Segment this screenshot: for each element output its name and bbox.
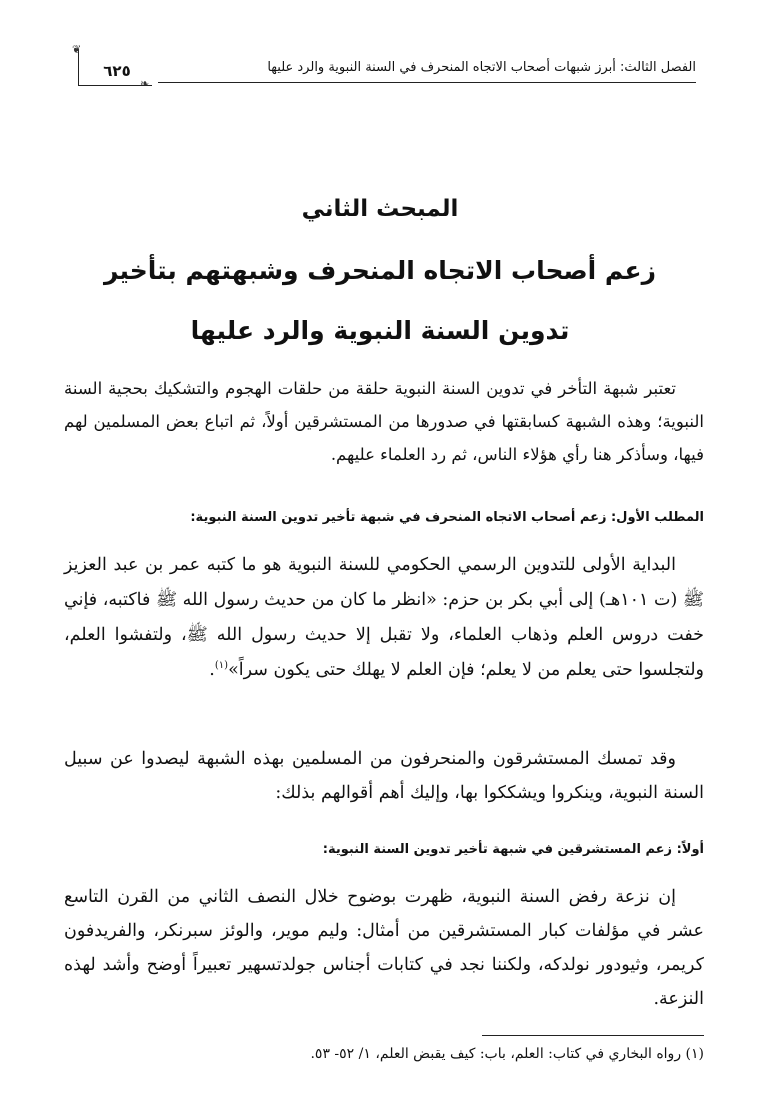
footnote-rule bbox=[482, 1035, 704, 1036]
section-title-line2: تدوين السنة النبوية والرد عليها bbox=[190, 316, 570, 345]
header-rule bbox=[158, 82, 696, 83]
floral-ornament-icon: ❧ bbox=[140, 77, 150, 90]
section-heading: المبحث الثاني bbox=[301, 196, 459, 222]
intro-paragraph: تعتبر شبهة التأخر في تدوين السنة النبوية حلقة من حلقات الهجوم والتشكيك بحجية السنة النبوية؛ وهذه الشبهة كسابقتها في صدورها من المستشرقين أولاً، ثم اتباع بعض المسلمين لهم فيها، وسأذكر هنا رأي هؤلاء الناس، ثم رد العلماء عليهم. bbox=[64, 379, 704, 464]
footnote-text: (١) رواه البخاري في كتاب: العلم، باب: كيف يقبض العلم، ١/ ٥٢- ٥٣. bbox=[310, 1046, 704, 1062]
orientalists-paragraph: وقد تمسك المستشرقون والمنحرفون من المسلمين بهذه الشبهة ليصدوا عن سبيل السنة النبوية، وينكروا ويشككوا بها، وإليك أهم أقوالهم بذلك: bbox=[64, 749, 704, 803]
floral-ornament-icon: ❦ bbox=[72, 43, 82, 56]
hadith-paragraph bbox=[64, 548, 704, 688]
chapter-title: الفصل الثالث: أبرز شبهات أصحاب الاتجاه المنحرف في السنة النبوية والرد عليها bbox=[267, 60, 696, 75]
subheading-second: أولاً: زعم المستشرقين في شبهة تأخير تدوين السنة النبوية: bbox=[322, 842, 704, 857]
footnote-marker[interactable]: (١) bbox=[214, 660, 229, 672]
subheading-first: المطلب الأول: زعم أصحاب الاتجاه المنحرف في شبهة تأخير تدوين السنة النبوية: bbox=[190, 510, 704, 525]
section-title-line1: زعم أصحاب الاتجاه المنحرف وشبهتهم بتأخير bbox=[103, 256, 656, 285]
hadith-text: البداية الأولى للتدوين الرسمي الحكومي للسنة النبوية هو ما كتبه عمر بن عبد العزيز ﷺ (ت ١٠١هـ) إلى أبي بكر بن حزم: «انظر ما كان من حديث رسول الله ﷺ فاكتبه، فإني خفت دروس العلم وذهاب العلماء، ولا تقبل إلا حديث رسول الله ﷺ، ولتفشوا العلم، ولتجلسوا حتى يعلم من لا يعلم؛ فإن العلم لا يهلك حتى يكون سراً» bbox=[64, 555, 704, 680]
hadith-end: . bbox=[209, 660, 215, 680]
rejection-paragraph: إن نزعة رفض السنة النبوية، ظهرت بوضوح خلال النصف الثاني من القرن التاسع عشر في مؤلفات كبار المستشرقين من أمثال: وليم موير، والوئز سبرنكر، والفريدفون كريمر، وثيودور نولدكه، ولكننا نجد في كتابات أجناس جولدتسهير تعبيراً أوضح وأشد لهذه النزعة. bbox=[64, 887, 704, 1009]
page-number: ٦٢٥ bbox=[103, 62, 131, 80]
running-header bbox=[72, 43, 696, 90]
